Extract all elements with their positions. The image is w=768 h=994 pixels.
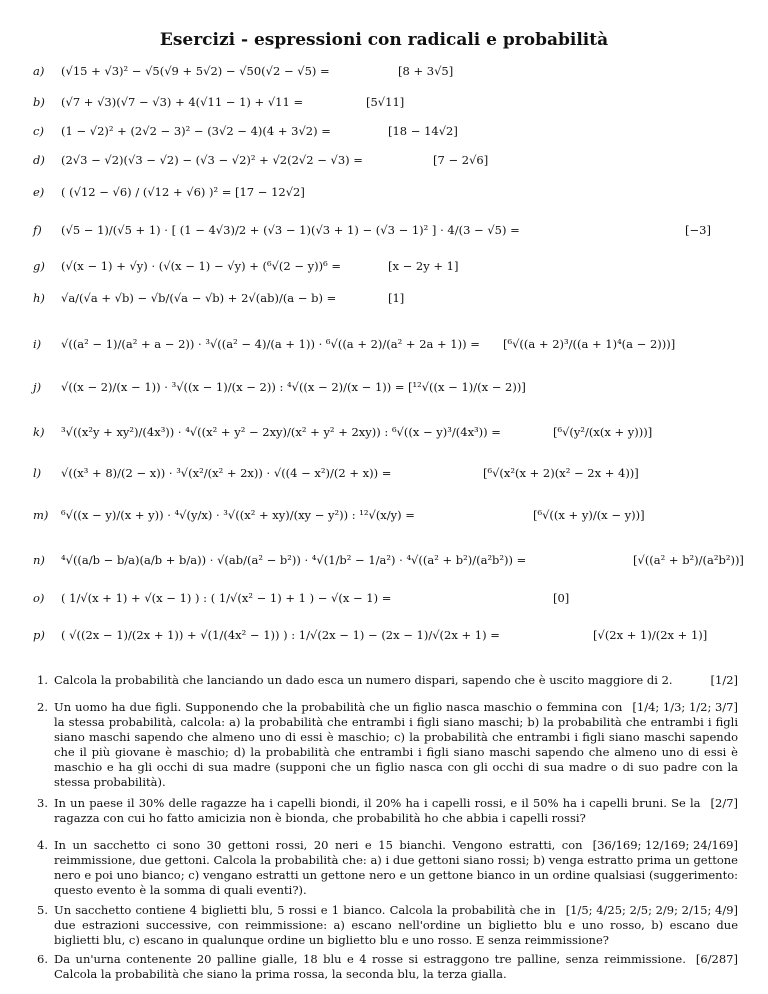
exercise-label: m) <box>33 508 49 522</box>
exercise-label: n) <box>33 553 45 567</box>
exercise-answer: [18 − 14√2] <box>388 124 458 138</box>
problem-answer: [1/5; 4/25; 2/5; 2/9; 2/15; 4/9] <box>565 903 738 917</box>
exercise-label: e) <box>33 185 45 199</box>
problem-text <box>54 903 738 948</box>
problem-body: Un uomo ha due figli. Supponendo che la probabilità che un figlio nasca maschio o femmina con la stessa probabilità, calcola: a) la probabilità che entrambi i figli siano maschi; b) la probabilità che entrambi i figli siano maschi sapendo che almeno uno di essi è maschio; c) la probabilità che entrambi i figli siano maschi sapendo che il più giovane è maschio; d) la probabilità che entrambi i figli siano maschi sapendo che almeno uno di essi è maschio e ha gli occhi di sua madre (supponi che un figlio nasca con gli occhi di sua madre o di suo padre con la stessa probabilità). <box>54 700 738 789</box>
problem-number: 1. <box>37 673 48 687</box>
exercise-expression: √a/(√a + √b) − √b/(√a − √b) + 2√(ab)/(a − b) = <box>61 291 337 305</box>
problem-text <box>54 952 738 982</box>
problem-text <box>54 838 738 898</box>
problem-body: Un sacchetto contiene 4 biglietti blu, 5 rossi e 1 bianco. Calcola la probabilità che in due estrazioni successive, con reimmissione: a) escano nell'ordine un biglietto blu e uno rosso, b) escano due biglietti blu, c) escano in qualunque ordine un biglietto blu e uno rosso. E senza reimmissione? <box>54 903 738 947</box>
exercise-answer: [⁶√(x²(x + 2)(x² − 2x + 4))] <box>483 466 639 480</box>
exercise-label: h) <box>33 291 45 305</box>
exercise-expression: (√15 + √3)² − √5(√9 + 5√2) − √50(√2 − √5) = <box>61 64 330 78</box>
exercise-answer: [⁶√((a + 2)³/((a + 1)⁴(a − 2)))] <box>503 337 676 351</box>
exercise-label: k) <box>33 425 45 439</box>
exercise-expression: ⁶√((x − y)/(x + y)) · ⁴√(y/x) · ³√((x² + xy)/(xy − y²)) : ¹²√(x/y) = <box>61 508 415 522</box>
exercise-expression: ( 1/√(x + 1) + √(x − 1) ) : ( 1/√(x² − 1) + 1 ) − √(x − 1) = <box>61 591 392 605</box>
problem-answer: [36/169; 12/169; 24/169] <box>592 838 738 852</box>
exercise-label: f) <box>33 223 42 237</box>
exercise-label: l) <box>33 466 42 480</box>
exercise-answer: [17 − 12√2] <box>235 185 305 199</box>
problem-body: Da un'urna contenente 20 palline gialle, 18 blu e 4 rosse si estraggono tre palline, senza reimmissione. Calcola la probabilità che siano la prima rossa, la seconda blu, la terza gialla. <box>54 952 686 981</box>
exercise-expression: (√(x − 1) + √y) · (√(x − 1) − √y) + (⁶√(2 − y))⁶ = <box>61 259 342 273</box>
exercise-expression: (2√3 − √2)(√3 − √2) − (√3 − √2)² + √2(2√2 − √3) = <box>61 153 363 167</box>
exercise-label: j) <box>33 380 42 394</box>
problem-answer: [1/4; 1/3; 1/2; 3/7] <box>632 700 738 714</box>
exercise-answer: [√((a² + b²)/(a²b²))] <box>633 553 744 567</box>
problem-text <box>54 673 738 688</box>
problem-body: In un paese il 30% delle ragazze ha i capelli biondi, il 20% ha i capelli rossi, e il 50% ha i capelli bruni. Se la ragazza con cui ho fatto amicizia non è bionda, che probabilità ho che abbia i capelli rossi? <box>54 796 701 825</box>
problem-number: 3. <box>37 796 48 810</box>
exercise-answer: [1] <box>388 291 405 305</box>
exercise-expression: (1 − √2)² + (2√2 − 3)² − (3√2 − 4)(4 + 3√2) = <box>61 124 331 138</box>
problem-text <box>54 796 738 826</box>
problem-answer: [1/2] <box>710 673 738 687</box>
exercise-answer: [⁶√((x + y)/(x − y))] <box>533 508 645 522</box>
problem-number: 6. <box>37 952 48 966</box>
exercise-expression: ( √((2x − 1)/(2x + 1)) + √(1/(4x² − 1)) ) : 1/√(2x − 1) − (2x − 1)/√(2x + 1) = <box>61 628 500 642</box>
exercise-answer: [7 − 2√6] <box>433 153 489 167</box>
problem-body: In un sacchetto ci sono 30 gettoni rossi, 20 neri e 15 bianchi. Vengono estratti, con reimmissione, due gettoni. Calcola la probabilità che: a) i due gettoni siano rossi; b) venga estratto prima un gettone nero e poi uno bianco; c) vengano estratti un gettone nero e un gettone bianco in un ordine qualsiasi (suggerimento: questo evento è la somma di quali eventi?). <box>54 838 738 897</box>
exercise-answer: [8 + 3√5] <box>398 64 454 78</box>
page-title: Esercizi - espressioni con radicali e probabilità <box>159 30 609 50</box>
exercise-answer: [−3] <box>685 223 711 237</box>
problem-answer: [2/7] <box>710 796 738 810</box>
exercise-answer: [¹²√((x − 1)/(x − 2))] <box>408 380 526 394</box>
exercise-answer: [√(2x + 1)/(2x + 1)] <box>593 628 708 642</box>
exercise-expression: ³√((x²y + xy²)/(4x³)) · ⁴√((x² + y² − 2xy)/(x² + y² + 2xy)) : ⁶√((x − y)³/(4x³)) = <box>61 425 501 439</box>
problem-number: 4. <box>37 838 48 852</box>
exercise-expression: √((a² − 1)/(a² + a − 2)) · ³√((a² − 4)/(a + 1)) · ⁶√((a + 2)/(a² + 2a + 1)) = <box>61 337 480 351</box>
exercise-expression: ⁴√((a/b − b/a)(a/b + b/a)) · √(ab/(a² − b²)) · ⁴√(1/b² − 1/a²) · ⁴√((a² + b²)/(a²b²)) = <box>61 553 527 567</box>
exercise-expression: √((x³ + 8)/(2 − x)) · ³√(x²/(x² + 2x)) · √((4 − x²)/(2 + x)) = <box>61 466 392 480</box>
exercise-label: c) <box>33 124 44 138</box>
exercise-answer: [5√11] <box>366 95 405 109</box>
exercise-expression: ( (√12 − √6) / (√12 + √6) )² = <box>61 185 232 199</box>
problem-number: 5. <box>37 903 48 917</box>
problem-body: Calcola la probabilità che lanciando un dado esca un numero dispari, sapendo che è uscito maggiore di 2. <box>54 673 673 687</box>
exercise-expression: (√5 − 1)/(√5 + 1) · [ (1 − 4√3)/2 + (√3 − 1)(√3 + 1) − (√3 − 1)² ] · 4/(3 − √5) = <box>61 223 520 237</box>
exercise-label: p) <box>33 628 45 642</box>
exercise-label: d) <box>33 153 45 167</box>
exercise-answer: [0] <box>553 591 570 605</box>
exercise-label: g) <box>33 259 45 273</box>
problem-text <box>54 700 738 790</box>
exercise-label: a) <box>33 64 45 78</box>
exercise-answer: [⁶√(y²/(x(x + y)))] <box>553 425 653 439</box>
exercise-label: i) <box>33 337 42 351</box>
exercise-answer: [x − 2y + 1] <box>388 259 459 273</box>
exercise-expression: (√7 + √3)(√7 − √3) + 4(√11 − 1) + √11 = <box>61 95 304 109</box>
problem-answer: [6/287] <box>695 952 738 966</box>
exercise-label: o) <box>33 591 45 605</box>
exercise-expression: √((x − 2)/(x − 1)) · ³√((x − 1)/(x − 2)) : ⁴√((x − 2)/(x − 1)) = <box>61 380 405 394</box>
problem-number: 2. <box>37 700 48 714</box>
exercise-label: b) <box>33 95 45 109</box>
